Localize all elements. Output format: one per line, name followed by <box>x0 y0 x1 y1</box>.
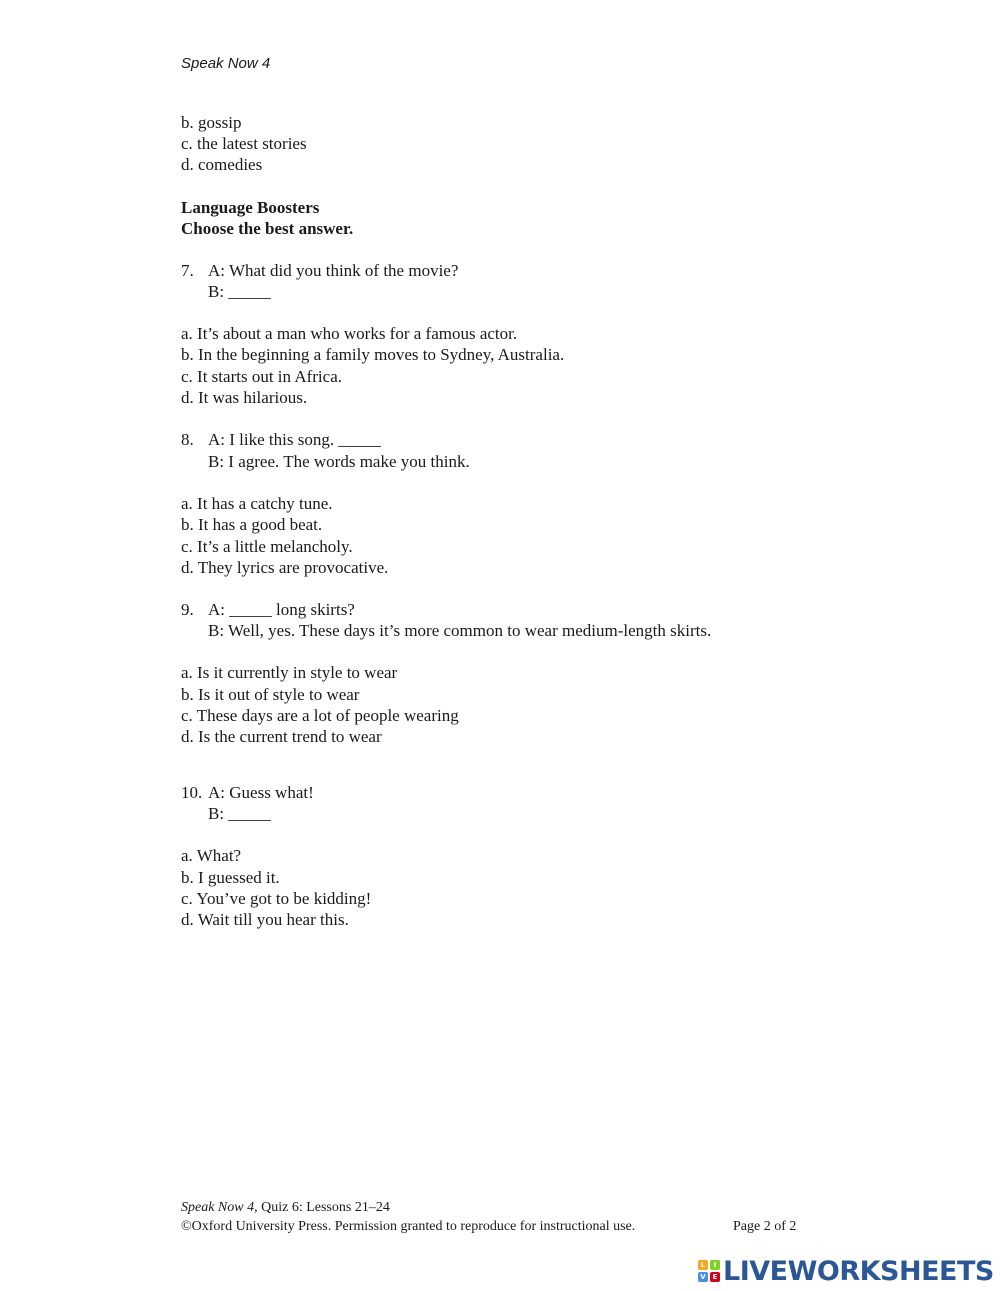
question-10-line-b: B: _____ <box>208 804 271 823</box>
footer-book-title: Speak Now 4 <box>181 1200 255 1215</box>
option-7c: c. It starts out in Africa. <box>181 367 342 386</box>
option-8d: d. They lyrics are provocative. <box>181 558 389 577</box>
option-7a: a. It’s about a man who works for a famous actor. <box>181 324 518 343</box>
question-9 <box>181 599 355 620</box>
question-line-a: A: Guess what! <box>208 783 314 802</box>
question-number: 8. <box>181 430 194 449</box>
question-9-line-b: B: Well, yes. These days it’s more common to wear medium-length skirts. <box>208 621 712 640</box>
option-9a: a. Is it currently in style to wear <box>181 663 398 682</box>
question-8 <box>181 429 381 450</box>
question-line-a: A: I like this song. _____ <box>208 430 381 449</box>
option-9c: c. These days are a lot of people wearing <box>181 706 459 725</box>
option-10c: c. You’ve got to be kidding! <box>181 889 372 908</box>
logo-text: LIVEWORKSHEETS <box>723 1255 994 1287</box>
option-10a: a. What? <box>181 846 242 865</box>
option-8c: c. It’s a little melancholy. <box>181 537 353 556</box>
section-title: Language Boosters <box>181 198 320 217</box>
document-header: Speak Now 4 <box>181 55 271 72</box>
liveworksheets-logo[interactable] <box>698 1255 994 1287</box>
option-6d: d. comedies <box>181 155 263 174</box>
option-9b: b. Is it out of style to wear <box>181 685 360 704</box>
section-instruction: Choose the best answer. <box>181 219 354 238</box>
logo-block: L <box>698 1260 708 1270</box>
footer-copyright: ©Oxford University Press. Permission granted to reproduce for instructional use. <box>181 1219 636 1234</box>
question-10 <box>181 782 314 803</box>
option-6c: c. the latest stories <box>181 134 307 153</box>
option-7d: d. It was hilarious. <box>181 388 308 407</box>
question-number: 10. <box>181 783 203 802</box>
question-8-line-b: B: I agree. The words make you think. <box>208 452 470 471</box>
question-number: 7. <box>181 261 194 280</box>
footer-quiz-info: , Quiz 6: Lessons 21–24 <box>254 1200 390 1215</box>
option-10d: d. Wait till you hear this. <box>181 910 349 929</box>
logo-block: E <box>710 1272 720 1282</box>
option-9d: d. Is the current trend to wear <box>181 727 382 746</box>
option-8b: b. It has a good beat. <box>181 515 323 534</box>
question-number: 9. <box>181 600 194 619</box>
question-7 <box>181 260 458 281</box>
page-number: Page 2 of 2 <box>733 1219 797 1234</box>
question-line-a: A: What did you think of the movie? <box>208 261 459 280</box>
option-7b: b. In the beginning a family moves to Sydney, Australia. <box>181 345 565 364</box>
logo-block: V <box>698 1272 708 1282</box>
question-7-line-b: B: _____ <box>208 282 271 301</box>
logo-block: I <box>710 1260 720 1270</box>
option-6b: b. gossip <box>181 113 242 132</box>
option-8a: a. It has a catchy tune. <box>181 494 333 513</box>
footer-title <box>181 1200 390 1216</box>
question-line-a: A: _____ long skirts? <box>208 600 355 619</box>
option-10b: b. I guessed it. <box>181 868 280 887</box>
logo-blocks-icon <box>698 1260 720 1282</box>
